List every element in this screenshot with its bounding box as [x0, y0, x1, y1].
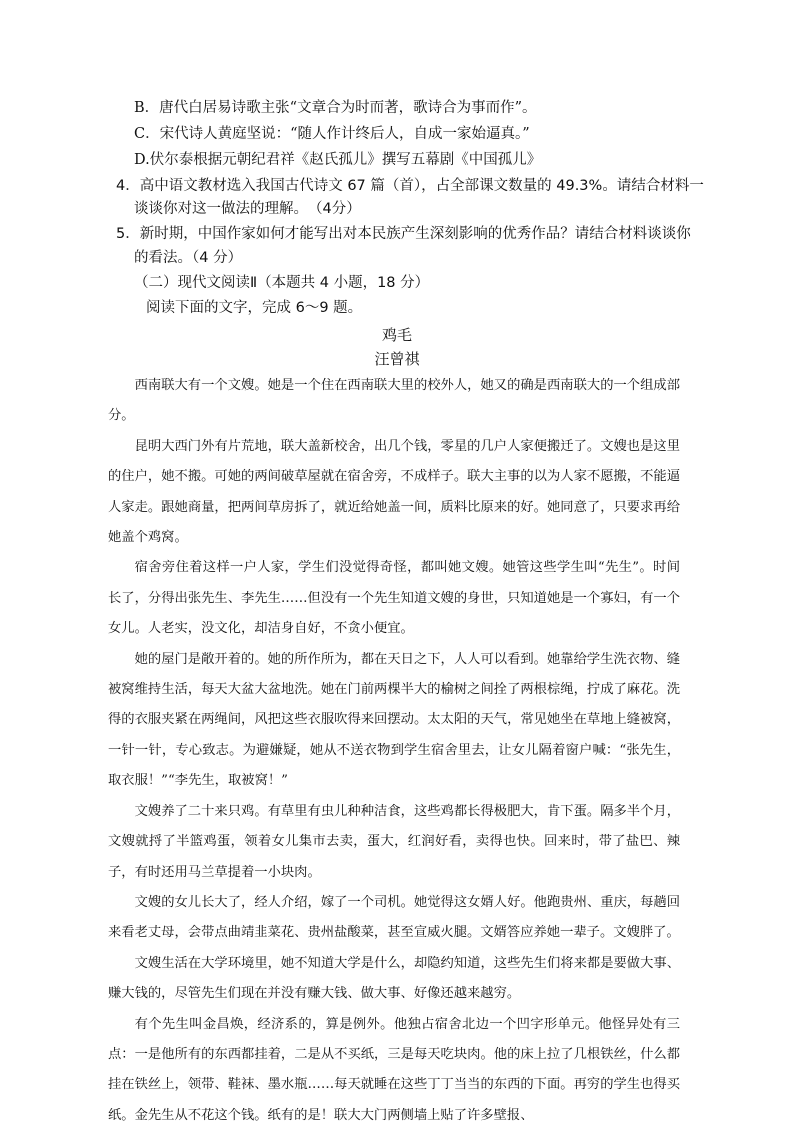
- article-paragraph: 有个先生叫金昌焕，经济系的，算是例外。他独占宿舍北边一个凹字形单元。他怪异处有三点：一是他所有的东西都挂着，二是从不买纸，三是每天吃块肉。他的床上拉了几根铁丝，什么都挂在铁丝上，领带、鞋袜、墨水瓶……每天就睡在这些丁丁当当的东西的下面。再穷的学生也得买纸。金先生从不花这个钱。纸有的是！联大大门两侧墙上贴了许多壁报、: [108, 1016, 680, 1123]
- question-5-line-2: 的看法。（4 分）: [134, 250, 243, 266]
- article-paragraph: 文嫂的女儿长大了，经人介绍，嫁了一个司机。她觉得这女婿人好。他跑贵州、重庆，每趟回来看老丈母，会带点曲靖韭菜花、贵州盐酸菜，甚至宣威火腿。文婿答应养她一辈子。文嫂胖了。: [108, 894, 680, 941]
- section-heading: （二）现代文阅读Ⅱ（本题共 4 小题，18 分）: [134, 275, 430, 291]
- article-paragraph: 西南联大有一个文嫂。她是一个住在西南联大里的校外人，她又的确是西南联大的一个组成部分。: [108, 378, 680, 424]
- article-paragraph: 她的屋门是敞开着的。她的所作所为，都在天日之下，人人可以看到。她靠给学生洗衣物、缝被窝维持生活，每天大盆大盆地洗。她在门前两棵半大的榆树之间拴了两根棕绳，拧成了麻花。洗得的衣服夹紧在两绳间，风把这些衣服吹得来回摆动。太太阳的天气，常见她坐在草地上缝被窝，一针一针，专心致志。为避嫌疑，她从不送衣物到学生宿舍里去，让女儿隔着窗户喊：“张先生，取衣服！”“李先生，取被窝！”: [108, 651, 680, 789]
- question-5-line-1: 5．新时期，中国作家如何才能写出对本民族产生深刻影响的优秀作品？请结合材料谈谈你: [116, 226, 691, 242]
- article-paragraph: 昆明大西门外有片荒地，联大盖新校舍，出几个钱，零星的几户人家便搬迁了。文嫂也是这里的住户，她不搬。可她的两间破草屋就在宿舍旁，不成样子。联大主事的以为人家不愿搬，不能逼人家走。跟她商量，把两间草房拆了，就近给她盖一间，质料比原来的好。她同意了，只要求再给她盖个鸡窝。: [108, 438, 680, 546]
- option-d: D.伏尔泰根据元朝纪君祥《赵氏孤儿》撰写五幕剧《中国孤儿》: [134, 152, 542, 168]
- article-paragraph: 文嫂养了二十来只鸡。有草里有虫儿种种洁食，这些鸡都长得极肥大，肯下蛋。隔多半个月，文嫂就捋了半篮鸡蛋，领着女儿集市去卖，蛋大，红润好看，卖得也快。回来时，带了盐巴、辣子，有时还用马兰草提着一小块肉。: [108, 803, 680, 880]
- article-author: 汪曾祺: [374, 350, 420, 368]
- section-instruction: 阅读下面的文字，完成 6～9 题。: [146, 300, 363, 316]
- option-b: B．唐代白居易诗歌主张“文章合为时而著，歌诗合为事而作”。: [134, 100, 537, 116]
- question-4-line-2: 谈谈你对这一做法的理解。 （4分）: [134, 201, 361, 217]
- question-4-line-1: 4．高中语文教材选入我国古代诗文 67 篇（首），占全部课文数量的 49.3%。请结合材料一: [116, 178, 704, 194]
- article-paragraph: 宿舍旁住着这样一户人家，学生们没觉得奇怪，都叫她文嫂。她管这些学生叫“先生”。时间长了，分得出张先生、李先生……但没有一个先生知道文嫂的身世，只知道她是一个寡妇，有一个女儿。人老实，没文化，却洁身自好，不贪小便宜。: [108, 560, 680, 637]
- article-paragraph: 文嫂生活在大学环境里，她不知道大学是什么，却隐约知道，这些先生们将来都是要做大事、赚大钱的，尽管先生们现在并没有赚大钱、做大事、好像还越来越穷。: [108, 955, 680, 1002]
- article-title: 鸡毛: [381, 326, 412, 344]
- option-c: C．宋代诗人黄庭坚说：“随人作计终后人，自成一家始逼真。”: [134, 126, 530, 142]
- article-body: [108, 371, 680, 1131]
